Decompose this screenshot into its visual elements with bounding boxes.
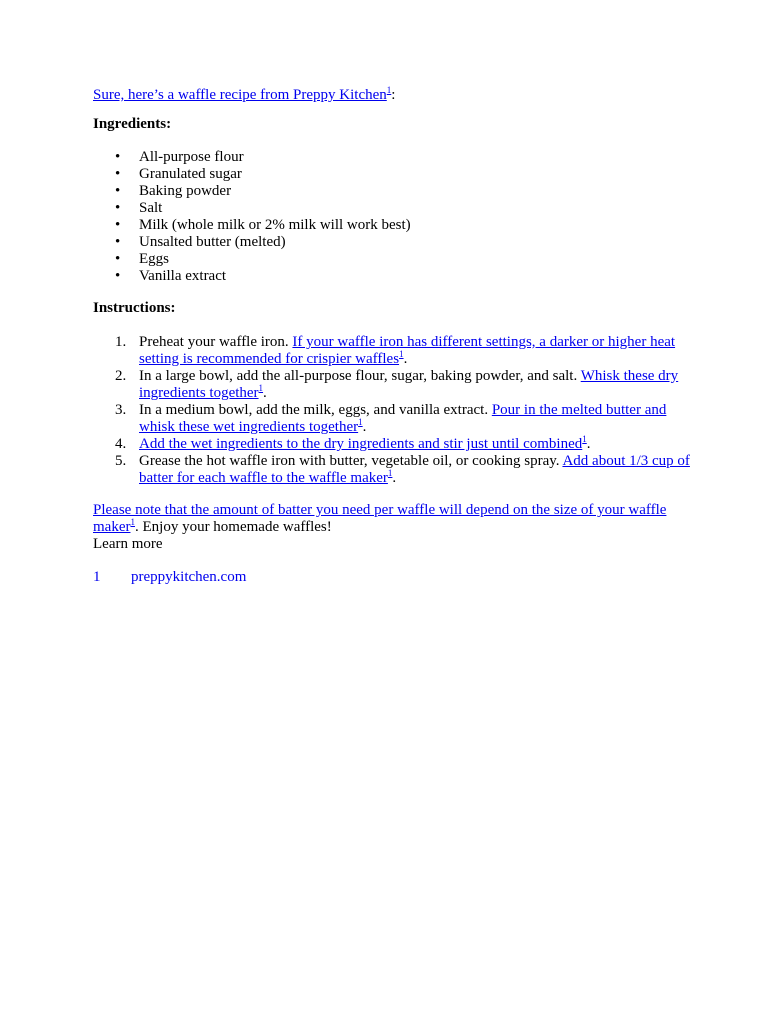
ingredient-text: Granulated sugar — [139, 166, 242, 182]
ingredient-text: Vanilla extract — [139, 268, 227, 284]
step-citation[interactable]: 1 — [358, 417, 363, 427]
ingredient-text: Milk (whole milk or 2% milk will work best) — [139, 217, 411, 233]
bullet-icon: • — [115, 234, 121, 250]
instructions-heading: Instructions: — [93, 300, 176, 316]
step-number: 1. — [115, 334, 127, 350]
instruction-step-5 — [93, 453, 693, 487]
ingredient-text: Unsalted butter (melted) — [139, 234, 286, 250]
ingredient-text: Eggs — [139, 251, 169, 267]
instructions-list — [93, 334, 693, 487]
bullet-icon: • — [115, 268, 121, 284]
step-number: 4. — [115, 436, 127, 452]
ingredients-heading: Ingredients: — [93, 116, 172, 132]
note-citation[interactable]: 1 — [130, 517, 135, 527]
list-item — [93, 268, 411, 285]
footnote-number: 1 — [93, 569, 101, 585]
step-citation[interactable]: 1 — [582, 434, 587, 444]
step-text: Grease the hot waffle iron with butter, vegetable oil, or cooking spray. — [139, 453, 563, 469]
bullet-icon: • — [115, 149, 121, 165]
step-number: 2. — [115, 368, 127, 384]
intro-colon: : — [391, 87, 396, 103]
bullet-icon: • — [115, 217, 121, 233]
list-item — [93, 183, 411, 200]
instruction-step-4 — [93, 436, 693, 453]
step-citation[interactable]: 1 — [387, 468, 393, 478]
step-text: Preheat your waffle iron. — [139, 334, 293, 350]
list-item — [93, 166, 411, 183]
learn-more-label: Learn more — [93, 536, 163, 552]
step-link[interactable]: If your waffle iron has different settings, a darker or higher heat setting is recommended for crispier waffles — [139, 334, 676, 367]
bullet-icon: • — [115, 183, 121, 199]
step-link[interactable]: Pour in the melted butter and whisk these wet ingredients together — [139, 402, 667, 435]
step-number: 3. — [115, 402, 127, 418]
step-citation[interactable]: 1 — [399, 349, 404, 359]
step-link[interactable]: Add the wet ingredients to the dry ingredients and stir just until combined — [139, 436, 583, 452]
ingredient-text: Salt — [139, 200, 163, 216]
bullet-icon: • — [115, 166, 121, 182]
step-text: In a medium bowl, add the milk, eggs, and vanilla extract. — [139, 402, 492, 418]
note-link[interactable]: Please note that the amount of batter you need per waffle will depend on the size of your waffle maker — [93, 502, 667, 535]
step-citation[interactable]: 1 — [258, 383, 264, 393]
intro-line — [93, 87, 395, 104]
instruction-step-1 — [93, 334, 693, 368]
footnote-link[interactable]: preppykitchen.com — [131, 569, 247, 585]
instruction-step-2 — [93, 368, 693, 402]
intro-citation[interactable]: 1 — [386, 85, 392, 95]
step-number: 5. — [115, 453, 127, 469]
list-item — [93, 251, 411, 268]
list-item — [93, 217, 411, 234]
step-end: . — [392, 470, 397, 486]
instruction-step-3 — [93, 402, 693, 436]
ingredient-text: All-purpose flour — [139, 149, 244, 165]
footnote — [93, 569, 246, 586]
step-end: . — [586, 436, 591, 452]
step-end: . — [403, 351, 408, 367]
step-link[interactable]: Add about 1/3 cup of batter for each waffle to the waffle maker — [139, 453, 690, 486]
list-item — [93, 234, 411, 251]
step-end: . — [362, 419, 367, 435]
step-link[interactable]: Whisk these dry ingredients together — [139, 368, 679, 401]
ingredient-text: Baking powder — [139, 183, 232, 199]
step-end: . — [263, 385, 267, 401]
list-item — [93, 149, 411, 166]
ingredients-list — [93, 149, 411, 285]
note-paragraph — [93, 502, 673, 536]
note-rest: . Enjoy your homemade waffles! — [134, 519, 332, 535]
step-text: In a large bowl, add the all-purpose flour, sugar, baking powder, and salt. — [139, 368, 581, 384]
bullet-icon: • — [115, 200, 121, 216]
intro-link[interactable]: Sure, here’s a waffle recipe from Preppy Kitchen — [93, 87, 387, 103]
list-item — [93, 200, 411, 217]
bullet-icon: • — [115, 251, 121, 267]
